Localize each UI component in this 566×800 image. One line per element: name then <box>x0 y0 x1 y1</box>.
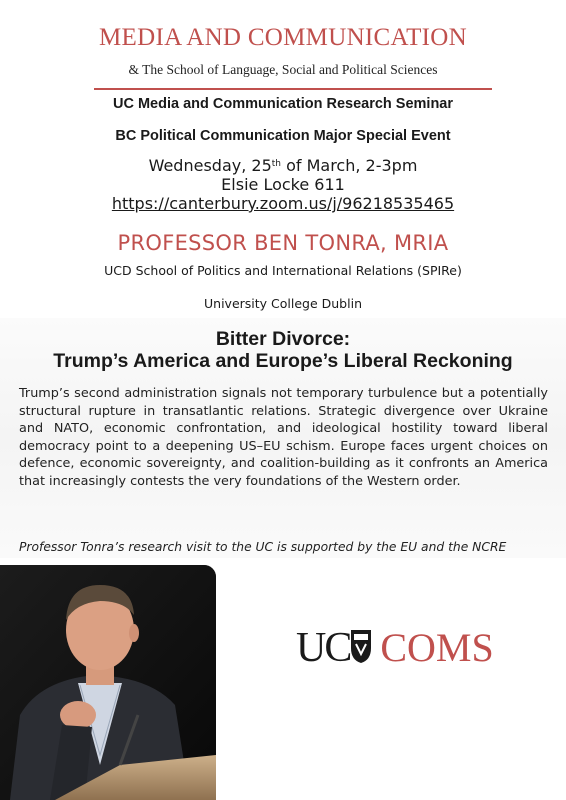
event-venue: Elsie Locke 611 <box>221 175 345 194</box>
speaker-name: PROFESSOR BEN TONRA, MRIA <box>117 231 449 255</box>
talk-title-line2: Trump’s America and Europe’s Liberal Reckoning <box>53 350 513 372</box>
header-title: MEDIA AND COMMUNICATION <box>98 24 468 51</box>
event-date-time <box>0 156 566 175</box>
speaker-university: University College Dublin <box>204 296 362 311</box>
talk-title-line1: Bitter Divorce: <box>215 328 351 350</box>
talk-title <box>0 328 566 372</box>
speaker-affiliation: UCD School of Politics and International Relations (SPIRe) <box>104 263 462 278</box>
support-note: Professor Tonra’s research visit to the UC is supported by the EU and the NCRE <box>19 540 507 554</box>
seminar-series: UC Media and Communication Research Seminar <box>112 96 454 112</box>
header-subtitle: & The School of Language, Social and Political Sciences <box>128 62 438 77</box>
special-event-label: BC Political Communication Major Special Event <box>115 128 451 144</box>
header-divider <box>94 88 492 90</box>
university-crest-icon <box>350 628 372 668</box>
event-time: of March, 2-3pm <box>280 156 418 175</box>
uc-logo-text: UC <box>296 625 351 671</box>
uc-coms-logo <box>296 625 494 671</box>
coms-logo-text: COMS <box>380 625 494 670</box>
zoom-link[interactable]: https://canterbury.zoom.us/j/96218535465 <box>111 194 455 213</box>
speaker-photo <box>0 565 216 800</box>
event-day: Wednesday, 25 <box>148 156 272 175</box>
talk-abstract: Trump’s second administration signals not temporary turbulence but a potentially structural rupture in transatlantic relations. Strategic divergence over Ukraine and NATO, economic confrontation, and ideological hostility toward liberal democracy point to a deepening US–EU schism. Europe faces urgent choices on defence, economic sovereignty, and coalition-building as it confronts an America that increasingly contests the very foundations of the Western order. <box>19 386 548 489</box>
event-day-suffix: th <box>271 159 281 169</box>
event-details <box>0 156 566 213</box>
